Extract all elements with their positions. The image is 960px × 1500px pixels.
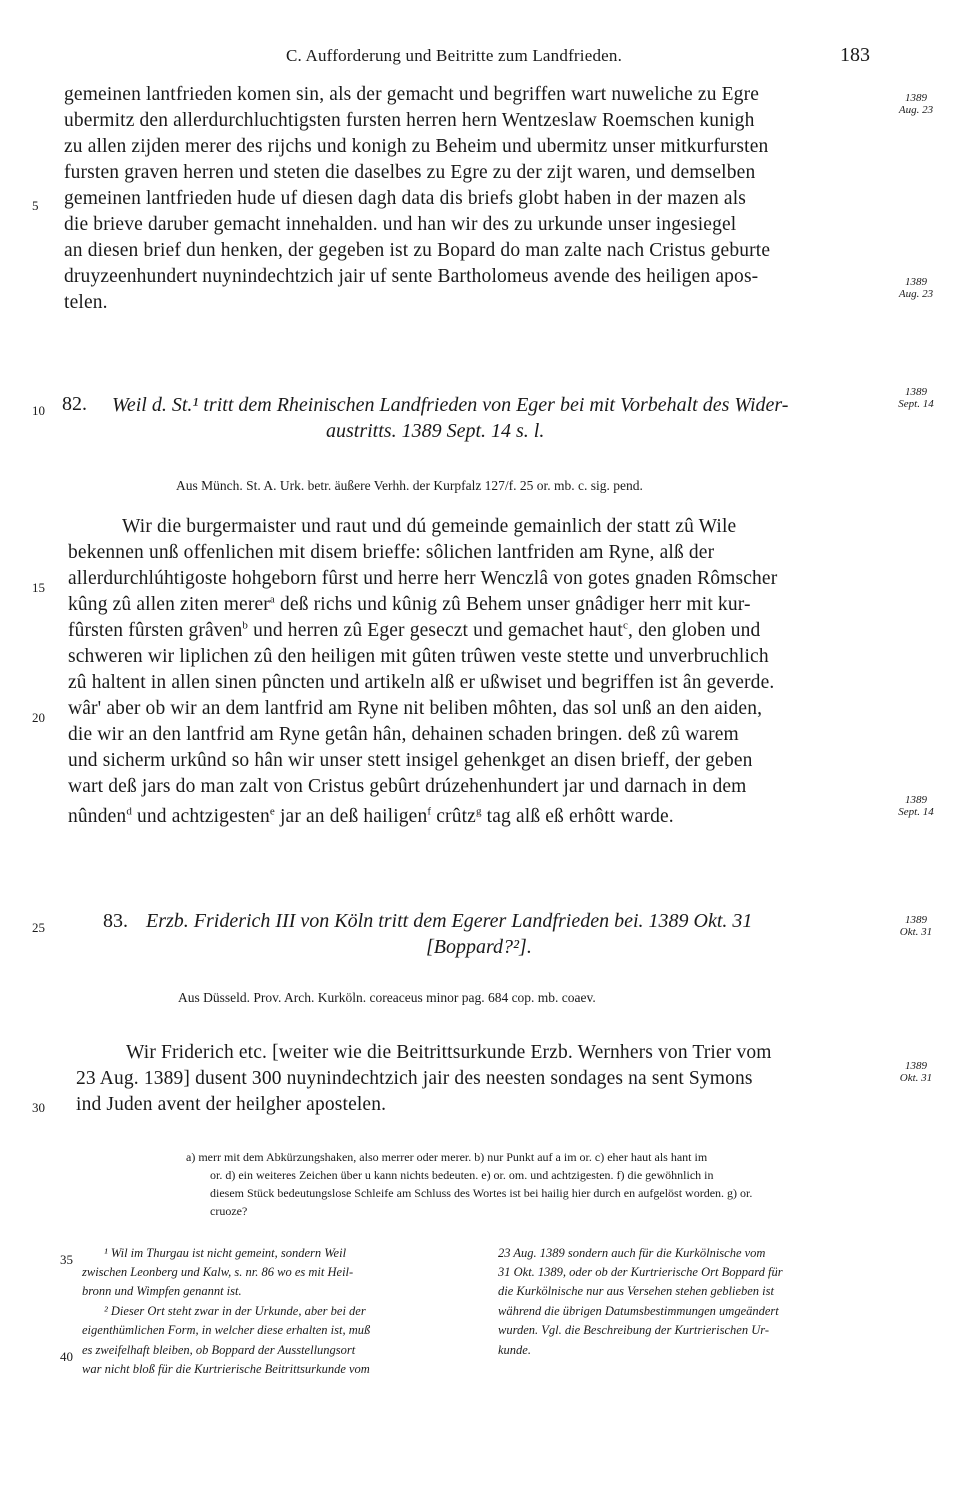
footnote-line: ² Dieser Ort steht zwar in der Urkunde, aber bei der (104, 1304, 366, 1318)
footnote-line: 31 Okt. 1389, oder ob der Kurtrierische Ort Boppard für (498, 1265, 783, 1279)
variant-note: cruoze? (210, 1204, 248, 1218)
text-line: allerdurchlúhtigoste hohgeborn fûrst und herre herr Wenczlâ von gotes gnaden Rômscher (68, 568, 778, 589)
page-number: 183 (840, 44, 870, 66)
text-line: ubermitz den allerdurchluchtigsten fursten herren hern Wentzeslaw Roemschen kunigh (64, 110, 755, 131)
line-number: 10 (32, 403, 45, 418)
line-number: 30 (32, 1100, 45, 1115)
doc83-source: Aus Düsseld. Prov. Arch. Kurköln. coreaceus minor pag. 684 cop. mb. coaev. (178, 990, 596, 1005)
text-line: die wir an den lantfrid am Ryne getân hân, dehainen schaden bringen. deß zû warem (68, 724, 739, 745)
text-line: kûng zû allen ziten merer$^a$ deß richs und kûnig zû Behem unser gnâdiger herr mit kur- (68, 593, 751, 615)
text-line: fûrsten fûrsten grâven$^b$ und herren zû Eger geseczt und gemachet haut$^c$, den globen und (68, 619, 761, 641)
text-line: fursten graven herren und steten die daselbes zu Egre zu der zijt waren, und demselben (64, 162, 756, 183)
text-line: telen. (64, 292, 108, 313)
text-line: gemeinen lantfrieden hude uf diesen dagh data dis briefs globt haben in der mazen als (64, 188, 747, 209)
text-line: Wir Friderich etc. [weiter wie die Beitrittsurkunde Erzb. Wernhers von Trier vom (126, 1042, 772, 1063)
doc83-title: Erzb. Friderich III von Köln tritt dem Egerer Landfrieden bei. 1389 Okt. 31 (146, 910, 753, 932)
line-number: 40 (60, 1349, 73, 1364)
text-line: und sicherm urkûnd so hân wir unser stett insigel gehenkget an disen brieff, der geben (68, 750, 753, 771)
text-line: gemeinen lantfrieden komen sin, als der gemacht und begriffen wart nuweliche zu Egre (64, 84, 760, 105)
text-line: zu allen zijden merer des rijchs und konigh zu Beheim und ubermitz unser mitkurfursten (64, 136, 769, 157)
text-line: Wir die burgermaister und raut und dú gemeinde gemainlich der statt zû Wile (122, 516, 737, 537)
footnote-line: ¹ Wil im Thurgau ist nicht gemeint, sondern Weil (104, 1246, 347, 1260)
variant-note: diesem Stück bedeutungslose Schleife am Schluss des Wortes ist bei hailig hier durch en aufgelöst worden. g) or. (210, 1186, 753, 1200)
running-title: C. Aufforderung und Beitritte zum Landfrieden. (286, 46, 623, 65)
doc82-title: Weil d. St.¹ tritt dem Rheinischen Landfrieden von Eger bei mit Vorbehalt des Wider- (112, 394, 789, 416)
margin-date: 1389 Okt. 31 (899, 1060, 933, 1084)
footnote-line: während die übrigen Datumsbestimmungen umgeändert (498, 1304, 779, 1318)
footnote-line: zwischen Leonberg und Kalw, s. nr. 86 wo es mit Heil- (82, 1265, 354, 1279)
footnote-line: eigenthümlichen Form, in welcher diese erhalten ist, muß (82, 1323, 371, 1337)
text-line: schweren wir liplichen zû den heiligen mit gûten trûwen veste stette und unverbruchlich (68, 646, 769, 667)
line-number: 15 (32, 580, 45, 595)
variant-note: or. d) ein weiteres Zeichen über u kann nichts bedeuten. e) or. om. und achtzigesten. f) die gewöhnlich in (210, 1168, 714, 1182)
doc82-number: 82. (62, 393, 87, 415)
doc82-title-cont: austritts. 1389 Sept. 14 s. l. (326, 420, 545, 442)
doc83-title-cont: [Boppard?²]. (426, 936, 532, 958)
doc82-source: Aus Münch. St. A. Urk. betr. äußere Verhh. der Kurpfalz 127/f. 25 or. mb. c. sig. pend. (176, 478, 643, 493)
text-line: wart deß jars do man zalt von Cristus gebûrt drúzehenhundert jar und darnach in dem (68, 776, 747, 797)
footnote-line: bronn und Wimpfen genannt ist. (82, 1284, 242, 1298)
doc83-number: 83. (103, 910, 128, 932)
text-line: druyzeenhundert nuynindechtzich jair uf sente Bartholomeus avende des heiligen apos- (64, 266, 759, 287)
variant-note: a) merr mit dem Abkürzungshaken, also merrer oder merer. b) nur Punkt auf a im or. c) eher haut als hant im (186, 1150, 708, 1164)
line-number: 25 (32, 920, 45, 935)
text-line: wâr' aber ob wir an dem lantfrid am Ryne nit beliben môhten, das sol unß an den aiden, (68, 698, 763, 719)
line-number: 20 (32, 710, 45, 725)
line-number: 5 (32, 198, 39, 213)
footnote-line: kunde. (498, 1343, 531, 1357)
margin-date: 1389 Okt. 31 (899, 914, 933, 938)
margin-date: 1389 Aug. 23 (898, 92, 934, 116)
margin-date: 1389 Aug. 23 (898, 276, 934, 300)
text-line: 23 Aug. 1389] dusent 300 nuynindechtzich jair des neesten sondages na sent Symons (76, 1068, 753, 1089)
text-line: ind Juden avent der heilgher apostelen. (76, 1094, 387, 1115)
footnote-line: war nicht bloß für die Kurtrierische Beitrittsurkunde vom (82, 1362, 370, 1376)
margin-date: 1389 Sept. 14 (898, 386, 934, 410)
text-line: die brieve daruber gemacht innehalden. und han wir des zu urkunde unser ingesiegel (64, 214, 737, 235)
footnote-line: 23 Aug. 1389 sondern auch für die Kurkölnische vom (498, 1246, 766, 1260)
footnote-line: wurden. Vgl. die Beschreibung der Kurtrierischen Ur- (498, 1323, 770, 1337)
footnote-line: es zweifelhaft bleiben, ob Boppard der Ausstellungsort (82, 1343, 356, 1357)
text-line: an diesen brief dun henken, der gegeben ist zu Bopard do man zalte nach Cristus geburte (64, 240, 771, 261)
line-number: 35 (60, 1252, 73, 1267)
text-line: bekennen unß offenlichen mit disem brieffe: sôlichen lantfriden am Ryne, alß der (68, 542, 715, 563)
footnote-line: die Kurkölnische nur aus Versehen stehen geblieben ist (498, 1284, 774, 1298)
margin-date: 1389 Sept. 14 (898, 794, 934, 818)
text-line: nûnden$^d$ und achtzigesten$^e$ jar an deß hailigen$^f$ crûtz$^g$ tag alß eß erhôtt warde. (68, 805, 674, 827)
text-line: zû haltent in allen sinen pûncten und artikeln alß er ußwiset und begriffen ist ân geverde. (68, 672, 775, 693)
